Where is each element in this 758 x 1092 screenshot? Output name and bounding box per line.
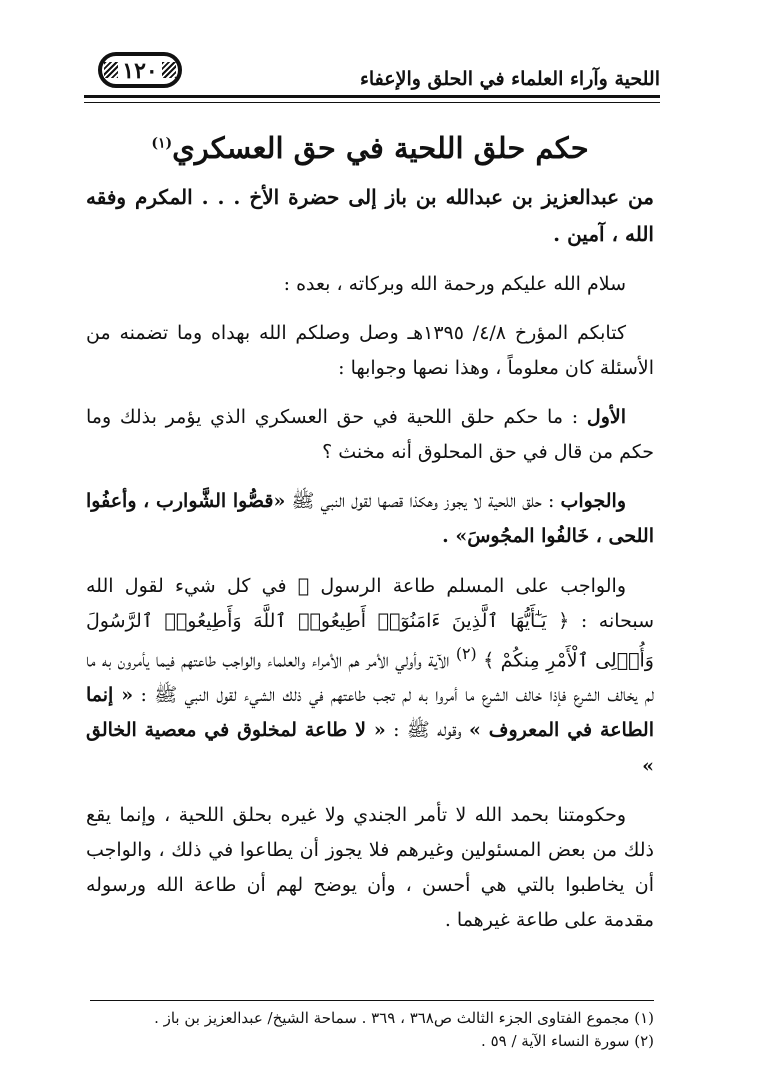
quran-verse: ﴿ يَـٰٓأَيُّهَا ٱلَّذِينَ ءَامَنُوٓا۟ أَطِيعُوا۟ ٱللَّهَ وَأَطِيعُوا۟ ٱلرَّسُولَ وَأُو۟لِى ٱلْأَمْرِ مِنكُمْ ﴾ — [86, 609, 654, 672]
question-label: الأول — [586, 406, 626, 429]
greeting: سلام الله عليكم ورحمة الله وبركاته ، بعده : — [283, 272, 626, 295]
answer-paragraph — [86, 484, 654, 554]
page-number-frame — [98, 52, 182, 88]
question-text: : ما حكم حلق اللحية في حق العسكري الذي يؤمر بذلك وما حكم من قال في حق المحلوق أنه مخنث ؟ — [86, 406, 654, 464]
obedience-start: والواجب على المسلم طاعة الرسول ﷺ في كل شيء لقول الله سبحانه : — [86, 574, 654, 632]
running-title: اللحية وآراء العلماء في الحلق والإعفاء — [359, 68, 660, 90]
title-footnote-marker: (١) — [151, 135, 173, 152]
obedience-middle: الآية وأولي الأمر هم الأمراء والعلماء والواجب طاعتهم فيما يأمرون به ما لم يخالف الشرع فإذا خالف الشرع ما أمروا به لم تجب طاعتهم في ذلك الشيء لقول النبي ﷺ : — [86, 649, 654, 707]
hadith-quote-2: « إنما الطاعة في المعروف » — [86, 684, 654, 742]
obedience-and: وقوله ﷺ : — [393, 719, 462, 742]
page-header — [84, 48, 660, 102]
answer-label: والجواب — [560, 490, 626, 513]
verse-footnote-marker: (٢) — [455, 643, 477, 663]
footnote-1: (١) مجموع الفتاوى الجزء الثالث ص٣٦٨ ، ٣٦٩ . سماحة الشيخ/ عبدالعزيز بن باز . — [154, 1009, 654, 1027]
article-title-text: حكم حلق اللحية في حق العسكري — [172, 131, 589, 165]
footnotes — [90, 1000, 654, 1052]
footnote-2: (٢) سورة النساء الآية / ٥٩ . — [481, 1031, 654, 1050]
header-rule — [84, 95, 660, 103]
government-paragraph: وحكومتنا بحمد الله لا تأمر الجندي ولا غيره بحلق اللحية ، وإنما يقع ذلك من بعض المسئولين وغيرهم فلا يجوز أن يطاعوا في ذلك ، والواجب أن يخاطبوا بالتي هي أحسن ، وأن يوضح لهم أن طاعة الله ورسوله مقدمة على طاعة غيرهما . — [86, 803, 654, 932]
question-paragraph — [86, 400, 654, 470]
answer-text: : حلق اللحية لا يجوز وهكذا قصها لقول النبي ﷺ — [291, 490, 555, 513]
page-number: ١٢٠ — [122, 58, 158, 84]
hadith-quote-3: « لا طاعة لمخلوق في معصية الخالق » — [86, 719, 654, 777]
opening-line: من عبدالعزيز بن عبدالله بن باز إلى حضرة الأخ . . . المكرم وفقه الله ، آمين . — [86, 184, 654, 246]
hadith-quote-1: «قصُّوا الشَّوارب ، وأعفُوا اللحى ، خَالفُوا المجُوسَ» . — [86, 490, 654, 548]
intro-paragraph: كتابكم المؤرخ ٤/٨/ ١٣٩٥هـ وصل وصلكم الله بهداه وما تضمنه من الأسئلة كان معلوماً ، وهذا نصها وجوابها : — [86, 321, 654, 379]
article-body — [86, 128, 654, 952]
obedience-paragraph — [86, 569, 654, 784]
article-title — [86, 128, 654, 169]
